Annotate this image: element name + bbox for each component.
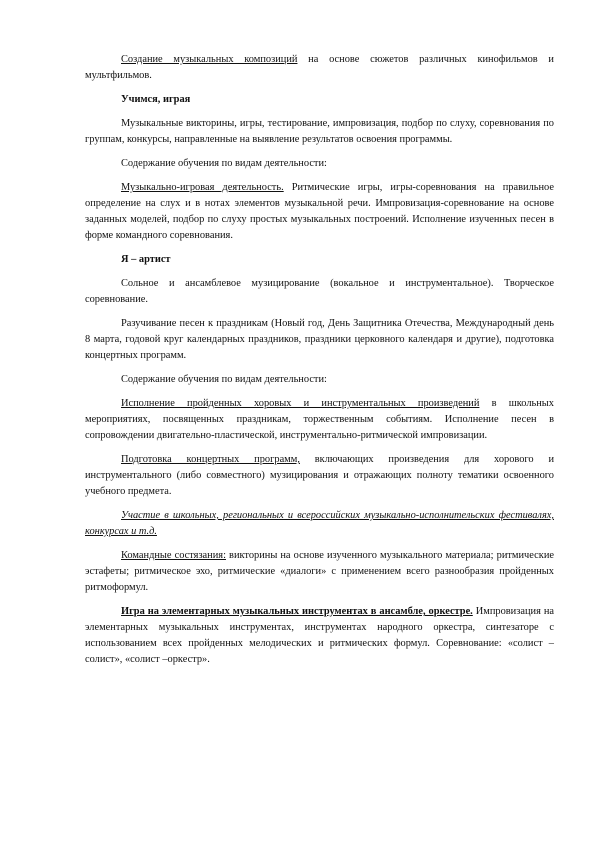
instrument-ensemble-lead: Игра на элементарных музыкальных инструментах в ансамбле, оркестре.: [121, 606, 473, 617]
performance-text: в школьных мероприятиях, посвященных праздникам, торжественным событиям. Исполнение песен в сопровождении двигательно-пластической, инструментально-ритмической импровизации.: [85, 398, 554, 441]
paragraph-holiday-songs: Разучивание песен к праздникам (Новый год, День Защитника Отечества, Международный день 8 марта, годовой круг календарных праздников, праздники церковного календаря и другие), подготовка концертных программ.: [85, 318, 554, 361]
heading-content-by-activity-2: Содержание обучения по видам деятельности:: [121, 374, 327, 385]
compositions-text: на основе сюжетов различных кинофильмов и мультфильмов.: [85, 54, 554, 81]
heading-learn-playing: Учимся, играя: [121, 94, 191, 105]
paragraph-compositions: [85, 52, 554, 84]
concert-lead: Подготовка концертных программ,: [121, 454, 300, 465]
heading-content-by-activity-1: Содержание обучения по видам деятельности:: [121, 158, 327, 169]
paragraph-performance: [85, 396, 554, 444]
performance-lead: Исполнение пройденных хоровых и инструментальных произведений: [121, 398, 480, 409]
heading-i-am-artist: Я – артист: [121, 254, 171, 265]
concert-text: включающих произведения для хорового и инструментального (либо совместного) музицирования и отражающих полноту тематики освоенного учебного предмета.: [85, 454, 554, 497]
paragraph-instrument-ensemble: [85, 604, 554, 668]
instrument-ensemble-text: Импровизация на элементарных музыкальных инструментах, инструментах народного оркестра, синтезаторе с использованием всех пройденных мелодических и ритмических формул. Соревнование: «солист –солист», «солист –оркестр».: [85, 606, 554, 665]
document-page: [85, 52, 554, 676]
music-game-lead: Музыкально-игровая деятельность.: [121, 182, 284, 193]
team-contests-text: викторины на основе изученного музыкального материала; ритмические эстафеты; ритмическое эхо, ритмические «диалоги» с применением всего разнообразия пройденных ритмоформул.: [85, 550, 554, 593]
team-contests-lead: Командные состязания:: [121, 550, 226, 561]
paragraph-festivals: Участие в школьных, региональных и всероссийских музыкально-исполнительских фестивалях, конкурсах и т.д.: [85, 510, 554, 537]
paragraph-music-game: [85, 180, 554, 244]
paragraph-solo-ensemble: Сольное и ансамблевое музицирование (вокальное и инструментальное). Творческое соревнование.: [85, 278, 554, 305]
compositions-lead: Создание музыкальных композиций: [121, 54, 298, 65]
paragraph-quizzes: Музыкальные викторины, игры, тестирование, импровизация, подбор по слуху, соревнования по группам, конкурсы, направленные на выявление результатов освоения программы.: [85, 118, 554, 145]
paragraph-concert-programs: [85, 452, 554, 500]
paragraph-team-contests: [85, 548, 554, 596]
music-game-text: Ритмические игры, игры-соревнования на правильное определение на слух и в нотах элементов музыкальной речи. Импровизация-соревнование на основе заданных моделей, подбор по слуху простых музыкальных построений. Исполнение изученных песен в форме командного соревнования.: [85, 182, 554, 241]
